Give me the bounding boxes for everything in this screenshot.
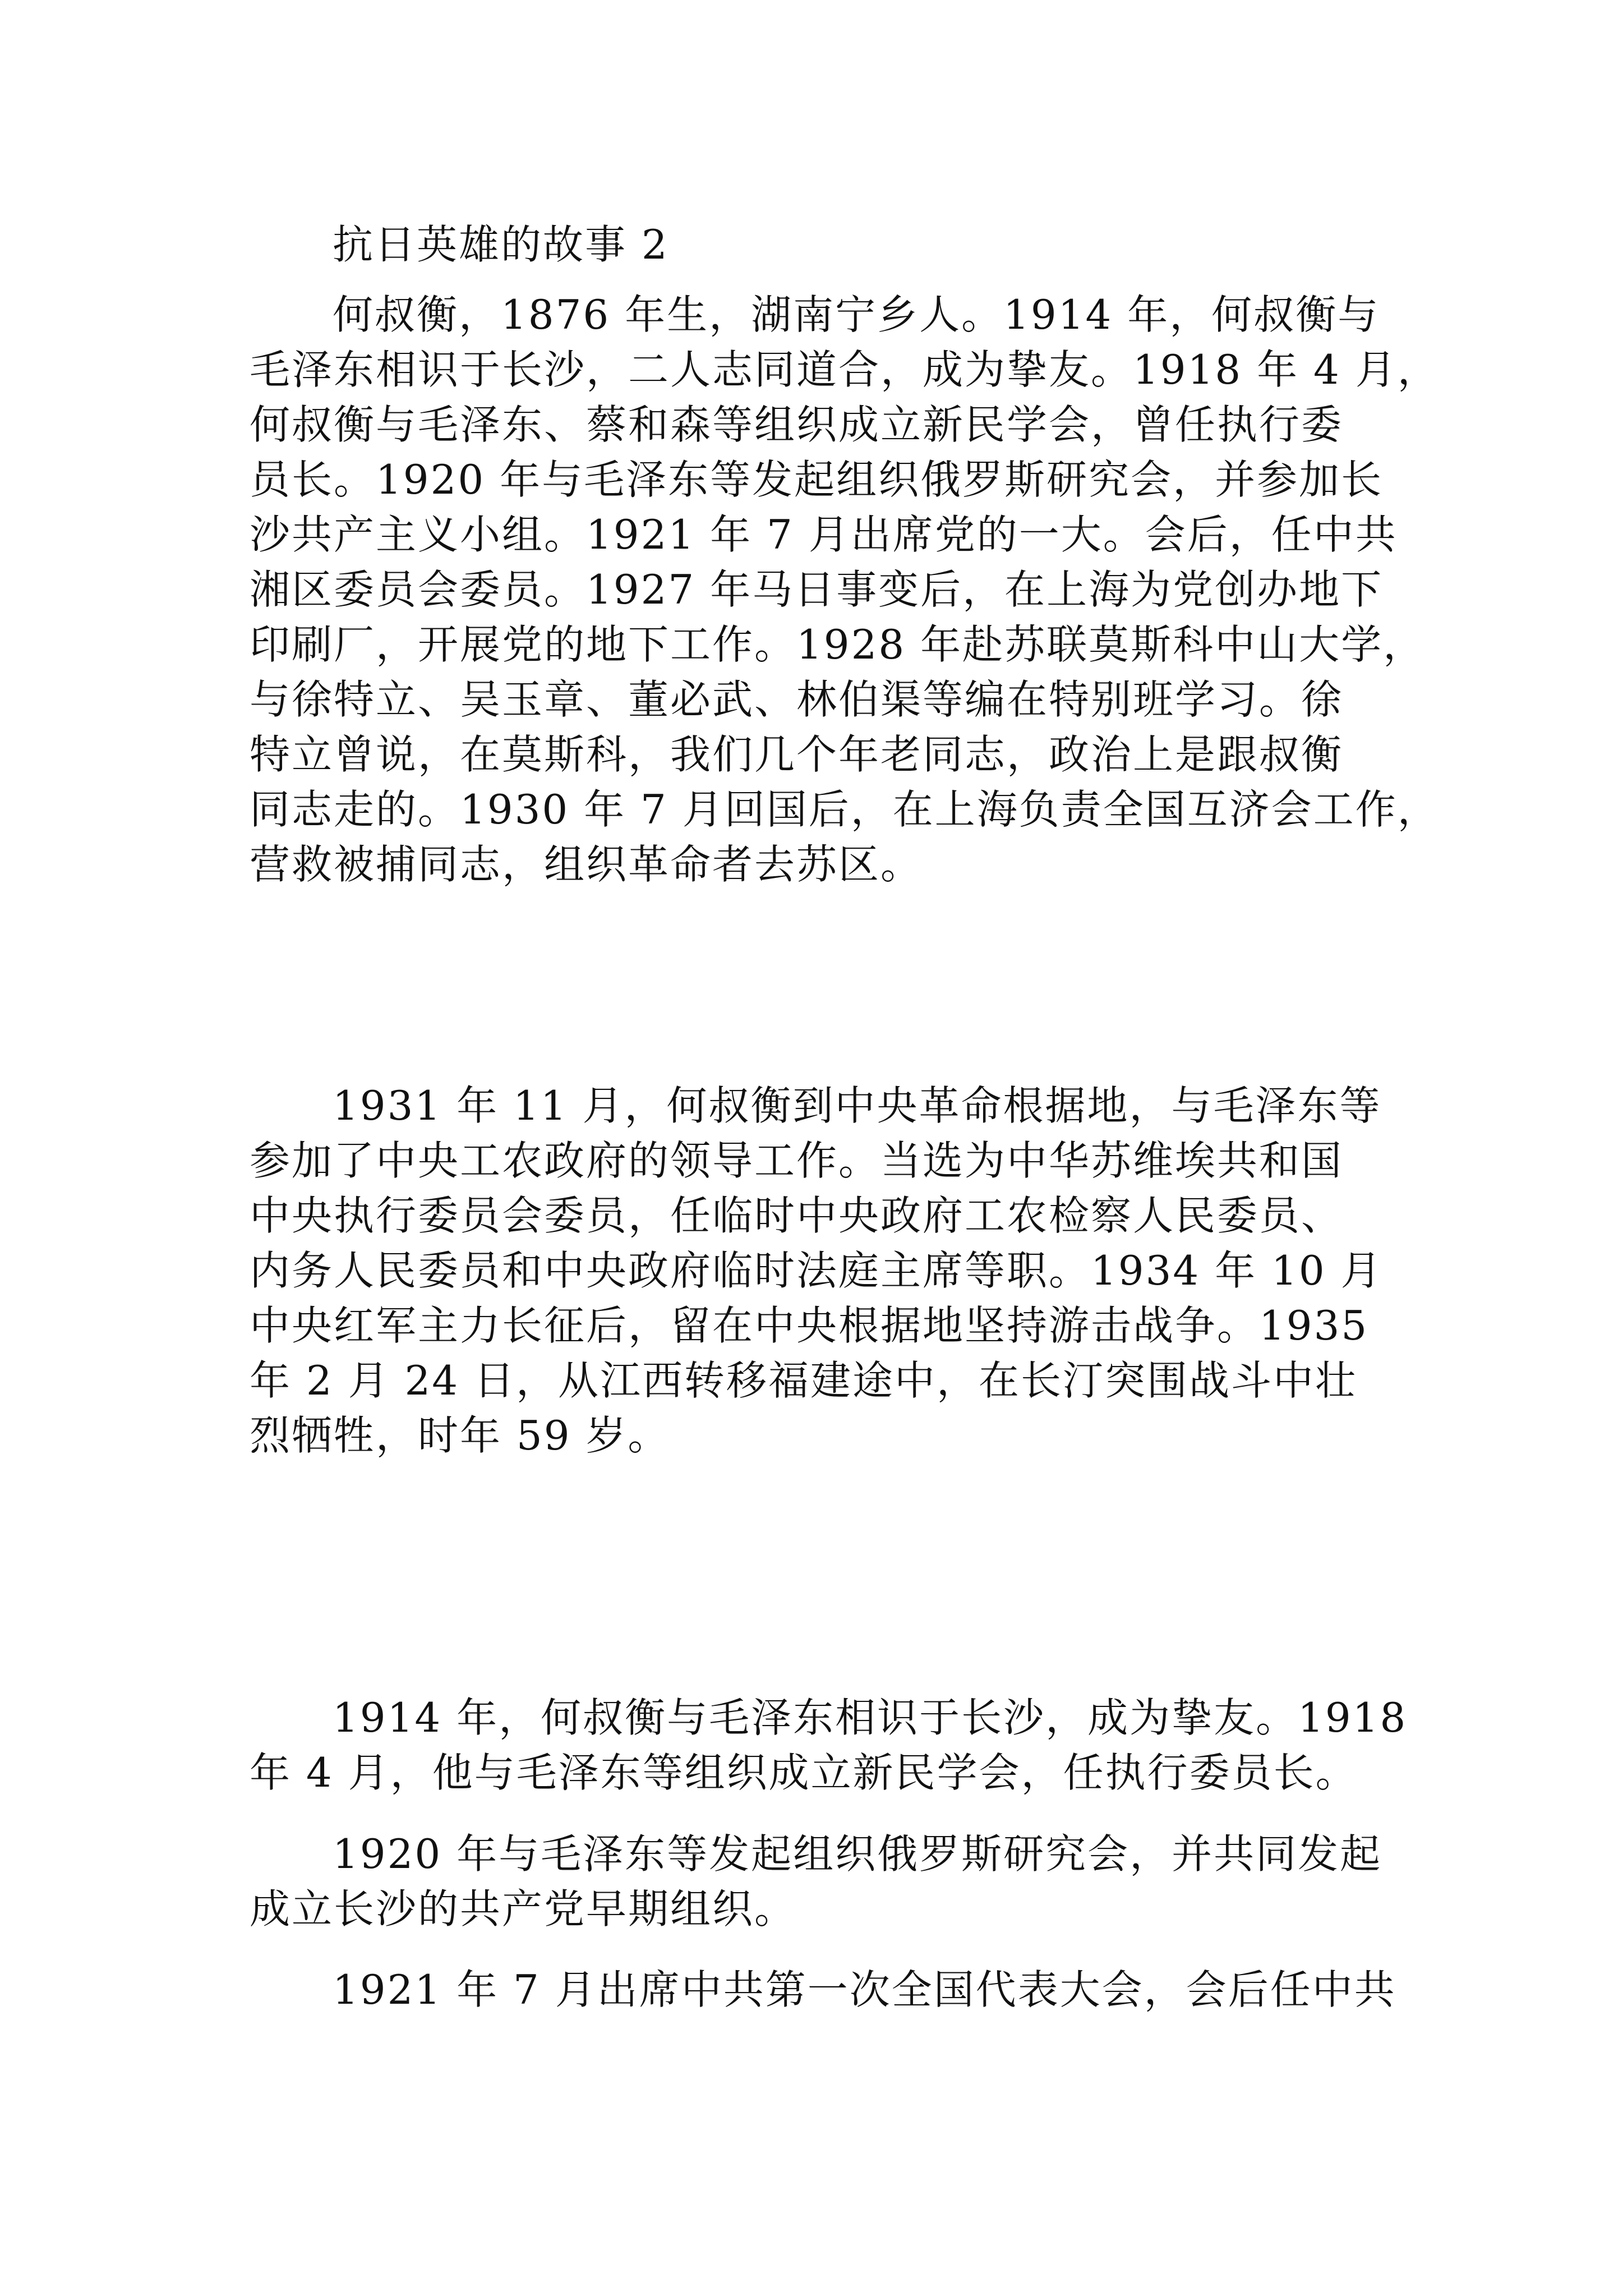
paragraph-3-line-1: 1914 年，何叔衡与毛泽东相识于长沙，成为挚友。1918 [333, 1694, 1408, 1741]
document-title: 抗日英雄的故事 2 [333, 221, 669, 268]
paragraph-5-line-1: 1921 年 7 月出席中共第一次全国代表大会，会后任中共 [333, 1966, 1396, 2013]
document-title-block [250, 217, 1416, 272]
paragraph-2-line-5: 中央红军主力长征后，留在中央根据地坚持游击战争。1935 [250, 1302, 1369, 1349]
paragraph-2-line-1: 1931 年 11 月，何叔衡到中央革命根据地，与毛泽东等 [333, 1082, 1382, 1129]
paragraph-2-line-4: 内务人民委员和中央政府临时法庭主席等职。1934 年 10 月 [250, 1247, 1383, 1294]
paragraph-4-line-2: 成立长沙的共产党早期组织。 [250, 1885, 797, 1932]
paragraph-2-line-7: 烈牺牲，时年 59 岁。 [250, 1412, 670, 1459]
paragraph-3-line-2: 年 4 月，他与毛泽东等组织成立新民学会，任执行委员长。 [250, 1749, 1358, 1796]
paragraph-5 [250, 1962, 1416, 2017]
paragraph-1-line-7: 印刷厂，开展党的地下工作。1928 年赴苏联莫斯科中山大学， [250, 621, 1426, 668]
paragraph-2-line-3: 中央执行委员会委员，任临时中央政府工农检察人民委员、 [250, 1192, 1344, 1239]
paragraph-1-line-2: 毛泽东相识于长沙，二人志同道合，成为挚友。1918 年 4 月， [250, 346, 1440, 393]
paragraph-1 [250, 287, 1440, 892]
paragraph-4 [250, 1826, 1416, 1936]
paragraph-2-line-6: 年 2 月 24 日，从江西转移福建途中，在长汀突围战斗中壮 [250, 1357, 1357, 1404]
paragraph-1-line-3: 何叔衡与毛泽东、蔡和森等组织成立新民学会，曾任执行委 [250, 401, 1344, 448]
paragraph-1-line-4: 员长。1920 年与毛泽东等发起组织俄罗斯研究会，并参加长 [250, 456, 1384, 503]
paragraph-1-line-5: 沙共产主义小组。1921 年 7 月出席党的一大。会后，任中共 [250, 511, 1398, 558]
paragraph-4-line-1: 1920 年与毛泽东等发起组织俄罗斯研究会，并共同发起 [333, 1830, 1382, 1878]
paragraph-1-line-1: 何叔衡，1876 年生，湖南宁乡人。1914 年，何叔衡与 [333, 291, 1380, 338]
paragraph-1-line-11: 营救被捕同志，组织革命者去苏区。 [250, 841, 923, 888]
paragraph-1-line-8: 与徐特立、吴玉章、董必武、林伯渠等编在特别班学习。徐 [250, 676, 1344, 723]
paragraph-1-line-10: 同志走的。1930 年 7 月回国后，在上海负责全国互济会工作， [250, 786, 1440, 833]
paragraph-2-line-2: 参加了中央工农政府的领导工作。当选为中华苏维埃共和国 [250, 1137, 1344, 1184]
paragraph-1-line-6: 湘区委员会委员。1927 年马日事变后，在上海为党创办地下 [250, 566, 1384, 613]
paragraph-3 [250, 1690, 1416, 1800]
paragraph-2 [250, 1078, 1416, 1463]
paragraph-1-line-9: 特立曾说，在莫斯科，我们几个年老同志，政治上是跟叔衡 [250, 731, 1344, 778]
